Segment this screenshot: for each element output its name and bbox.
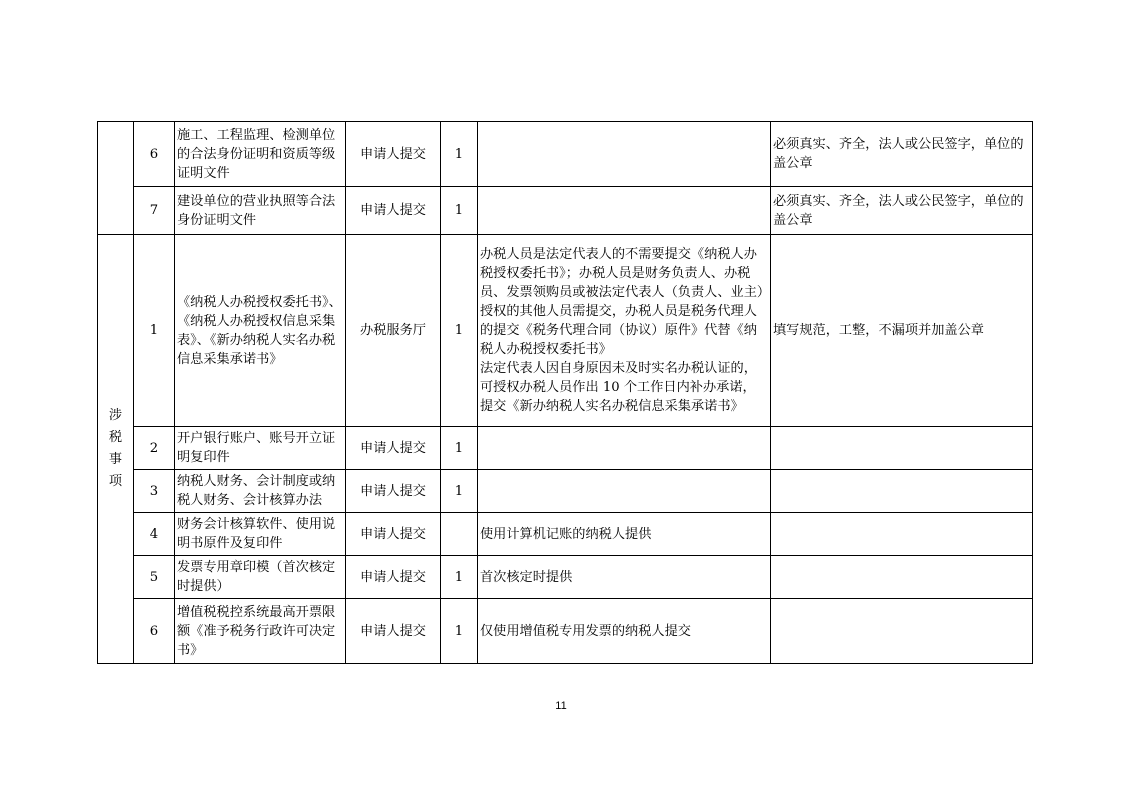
note: 办税人员是法定代表人的不需要提交《纳税人办税授权委托书》；办税人员是财务负责人、办税员、发票领购员或被法定代表人（负责人、业主）授权的其他人员需提交，办税人员是税务代理人的提交《税务代理合同（协议）原件》代替《纳税人办税授权委托书》 法定代表人因自身原因未及时实名办税认证的，可授权办税人员作出 10 个工作日内补办承诺，提交《新办纳税人实名办税信息采集承诺书》 [478,235,771,427]
note: 首次核定时提供 [478,556,771,599]
note: 仅使用增值税专用发票的纳税人提交 [478,599,771,664]
note: 使用计算机记账的纳税人提供 [478,513,771,556]
requirements-table [97,121,1033,664]
requirement [771,427,1033,470]
copies [441,513,478,556]
requirement [771,513,1033,556]
table-row [98,556,1033,599]
table-row [98,427,1033,470]
material-source: 申请人提交 [346,599,441,664]
copies: 1 [441,427,478,470]
page-number: 11 [555,700,567,712]
category-cell-empty [98,122,134,235]
copies: 1 [441,556,478,599]
material-source: 申请人提交 [346,513,441,556]
row-number: 4 [134,513,175,556]
category-cell [98,235,134,664]
note [478,470,771,513]
material-source: 申请人提交 [346,187,441,235]
table-row [98,122,1033,187]
material-source: 办税服务厅 [346,235,441,427]
row-number: 5 [134,556,175,599]
material-name: 增值税税控系统最高开票限额《准予税务行政许可决定书》 [175,599,346,664]
material-name: 《纳税人办税授权委托书》、《纳税人办税授权信息采集表》、《新办纳税人实名办税信息采集承诺书》 [175,235,346,427]
row-number: 3 [134,470,175,513]
row-number: 1 [134,235,175,427]
copies: 1 [441,599,478,664]
requirement [771,556,1033,599]
material-name: 建设单位的营业执照等合法身份证明文件 [175,187,346,235]
material-name: 施工、工程监理、检测单位的合法身份证明和资质等级证明文件 [175,122,346,187]
table-row [98,470,1033,513]
note [478,427,771,470]
copies: 1 [441,187,478,235]
row-number: 6 [134,122,175,187]
material-name: 纳税人财务、会计制度或纳税人财务、会计核算办法 [175,470,346,513]
table-row [98,599,1033,664]
copies: 1 [441,122,478,187]
material-source: 申请人提交 [346,427,441,470]
material-name: 财务会计核算软件、使用说明书原件及复印件 [175,513,346,556]
material-source: 申请人提交 [346,122,441,187]
table-row [98,513,1033,556]
note [478,187,771,235]
material-source: 申请人提交 [346,470,441,513]
material-name: 开户银行账户、账号开立证明复印件 [175,427,346,470]
requirement [771,599,1033,664]
row-number: 2 [134,427,175,470]
row-number: 7 [134,187,175,235]
note [478,122,771,187]
table-row [98,187,1033,235]
copies: 1 [441,235,478,427]
requirement: 必须真实、齐全，法人或公民签字，单位的盖公章 [771,122,1033,187]
table-row [98,235,1033,427]
copies: 1 [441,470,478,513]
material-name: 发票专用章印模（首次核定时提供） [175,556,346,599]
category-label: 涉税事项 [108,408,123,489]
requirement: 填写规范，工整，不漏项并加盖公章 [771,235,1033,427]
requirement [771,470,1033,513]
row-number: 6 [134,599,175,664]
requirement: 必须真实、齐全，法人或公民签字，单位的盖公章 [771,187,1033,235]
material-source: 申请人提交 [346,556,441,599]
